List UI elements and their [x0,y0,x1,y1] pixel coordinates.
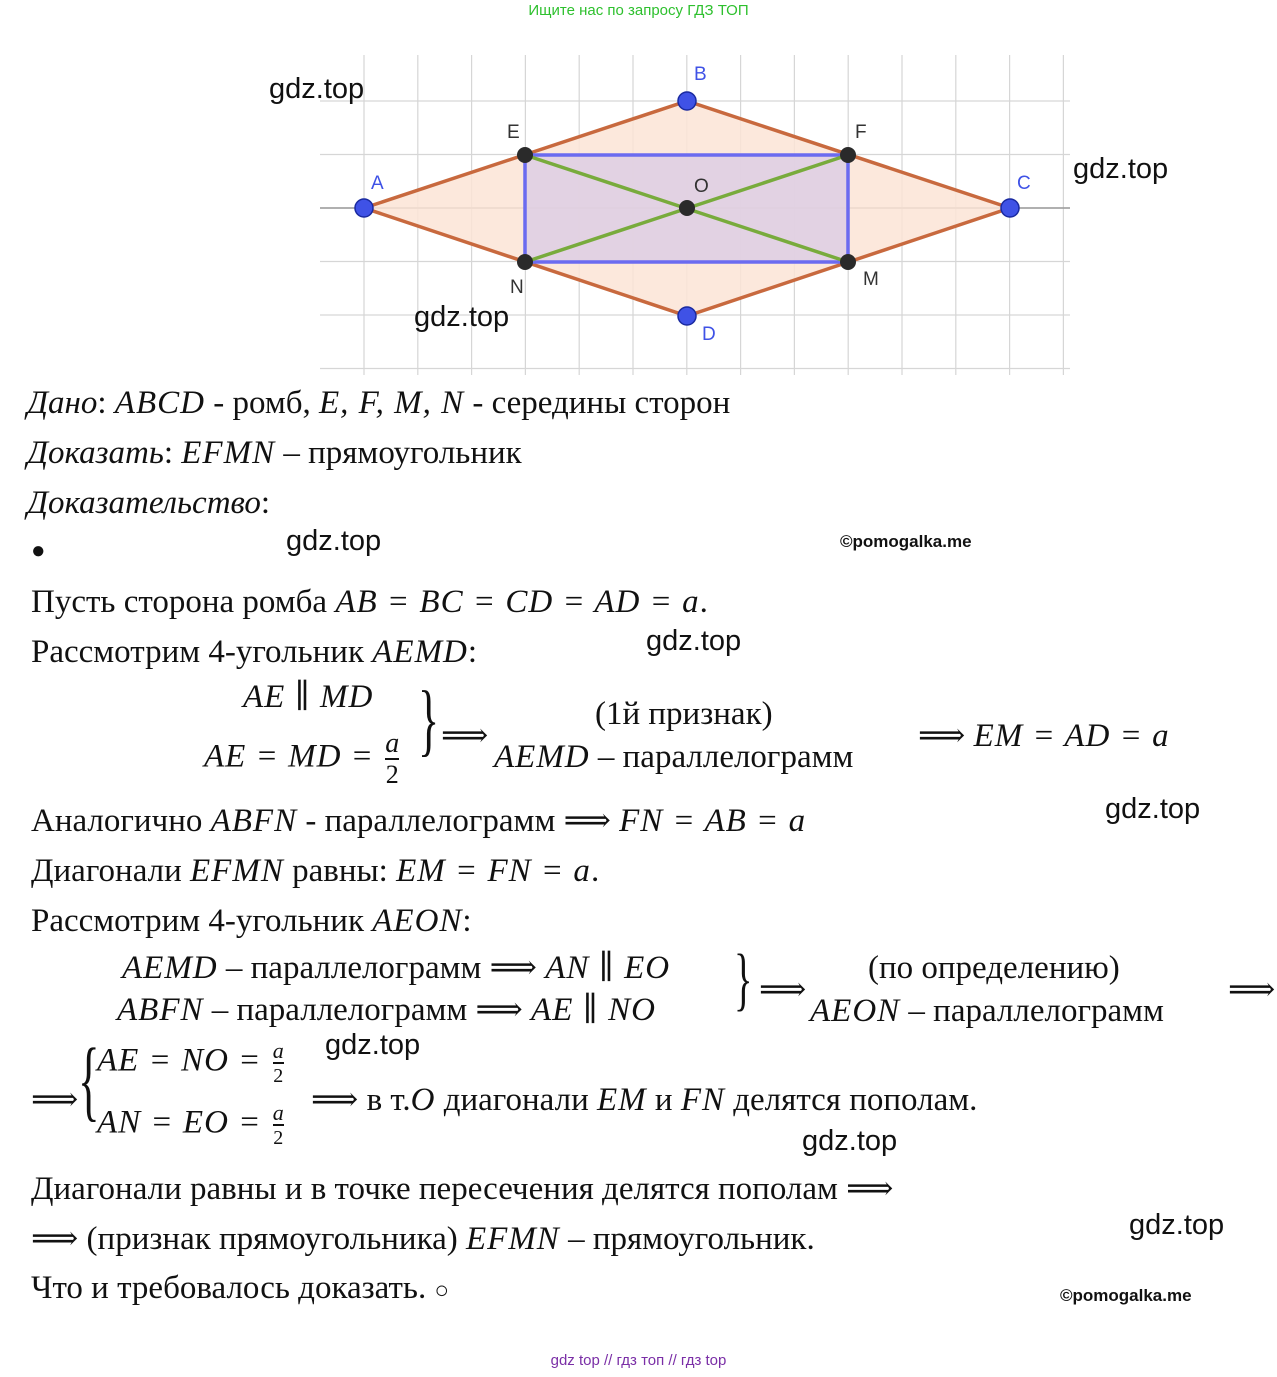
step-qed: Что и требовалось доказать. ○ [31,1270,449,1306]
point-n [517,254,533,270]
label-o: O [694,176,709,197]
sys3-line1: AE = NO = $\frac{a}{2}$ [97,1038,284,1087]
implies-arrow: ⟹ [759,972,807,1008]
step-side-length: Пусть сторона ромба AB = BC = CD = AD = a. [31,584,708,620]
watermark: gdz.top [1073,153,1169,185]
fraction-a-over-2: $\frac{a}{2}$ [272,1038,284,1087]
label-e: E [507,122,520,143]
qed-symbol: ○ [434,1278,449,1304]
watermark: gdz.top [286,525,382,557]
watermark: gdz.top [1105,793,1201,825]
point-o [679,200,695,216]
point-a [355,199,373,217]
step-consider-aemd: Рассмотрим 4-угольник AEMD: [31,634,478,670]
label-m: M [863,269,879,290]
watermark: gdz.top [802,1125,898,1157]
sys1-line2: AE = MD = $\frac{a}{2}$ [204,728,400,789]
implies-arrow: ⟹ [31,1082,79,1118]
implies-arrow: ⟹ [1228,972,1276,1008]
point-b [678,92,696,110]
sys2-line2: ABFN – параллелограмм ⟹ AE ∥ NO [117,992,656,1028]
sys2-result: AEON – параллелограмм [810,993,1164,1029]
label-a: A [371,173,384,194]
point-d [678,307,696,325]
prove-line: Доказать: EFMN – прямоугольник [27,435,522,471]
fraction-a-over-2: $\frac{a}{2}$ [385,728,400,789]
point-c [1001,199,1019,217]
brace-right: } [418,676,440,764]
step-rectangle-criterion: ⟹ (признак прямоугольника) EFMN – прямоугольник. [31,1221,815,1257]
sys3-conclusion: ⟹ в т.O диагонали EM и FN делятся пополам. [311,1082,978,1118]
footer-links[interactable]: gdz top // гдз топ // гдз top [550,1352,727,1369]
watermark: gdz.top [325,1029,421,1061]
given-line: Дано: ABCD - ромб, E, F, M, N - середины сторон [27,385,731,421]
top-banner: Ищите нас по запросу ГДЗ ТОП [528,2,749,19]
brace-left: { [78,1031,100,1130]
point-e [517,147,533,163]
proof-heading: Доказательство: [27,485,271,521]
label-n: N [510,277,524,298]
bullet: ● [31,538,46,564]
fraction-a-over-2: $\frac{a}{2}$ [272,1100,284,1149]
watermark: gdz.top [414,301,510,333]
step-diagonals-bisect: Диагонали равны и в точке пересечения делятся пополам ⟹ [31,1171,894,1207]
sys3-line2: AN = EO = $\frac{a}{2}$ [97,1100,284,1149]
sys1-conclusion: ⟹ EM = AD = a [918,718,1170,754]
label-d: D [702,324,716,345]
implies-arrow: ⟹ [441,718,489,754]
watermark: gdz.top [269,73,365,105]
point-f [840,147,856,163]
copyright-mark: ©pomogalka.me [840,532,972,551]
label-b: B [694,64,707,85]
watermark: gdz.top [646,625,742,657]
watermark: gdz.top [1129,1209,1225,1241]
sys2-note: (по определению) [868,950,1120,986]
step-abfn: Аналогично ABFN - параллелограмм ⟹ FN = AB = a [31,803,807,839]
copyright-mark: ©pomogalka.me [1060,1286,1192,1305]
brace-right: } [734,941,753,1018]
step-diagonals-equal: Диагонали EFMN равны: EM = FN = a. [31,853,600,889]
sys1-line1: AE ∥ MD [243,679,374,715]
sys2-line1: AEMD – параллелограмм ⟹ AN ∥ EO [122,950,671,986]
sys1-result: AEMD – параллелограмм [494,739,854,775]
label-c: C [1017,173,1031,194]
sys1-note: (1й признак) [595,696,773,732]
label-f: F [855,122,867,143]
point-m [840,254,856,270]
step-consider-aeon: Рассмотрим 4-угольник AEON: [31,903,472,939]
